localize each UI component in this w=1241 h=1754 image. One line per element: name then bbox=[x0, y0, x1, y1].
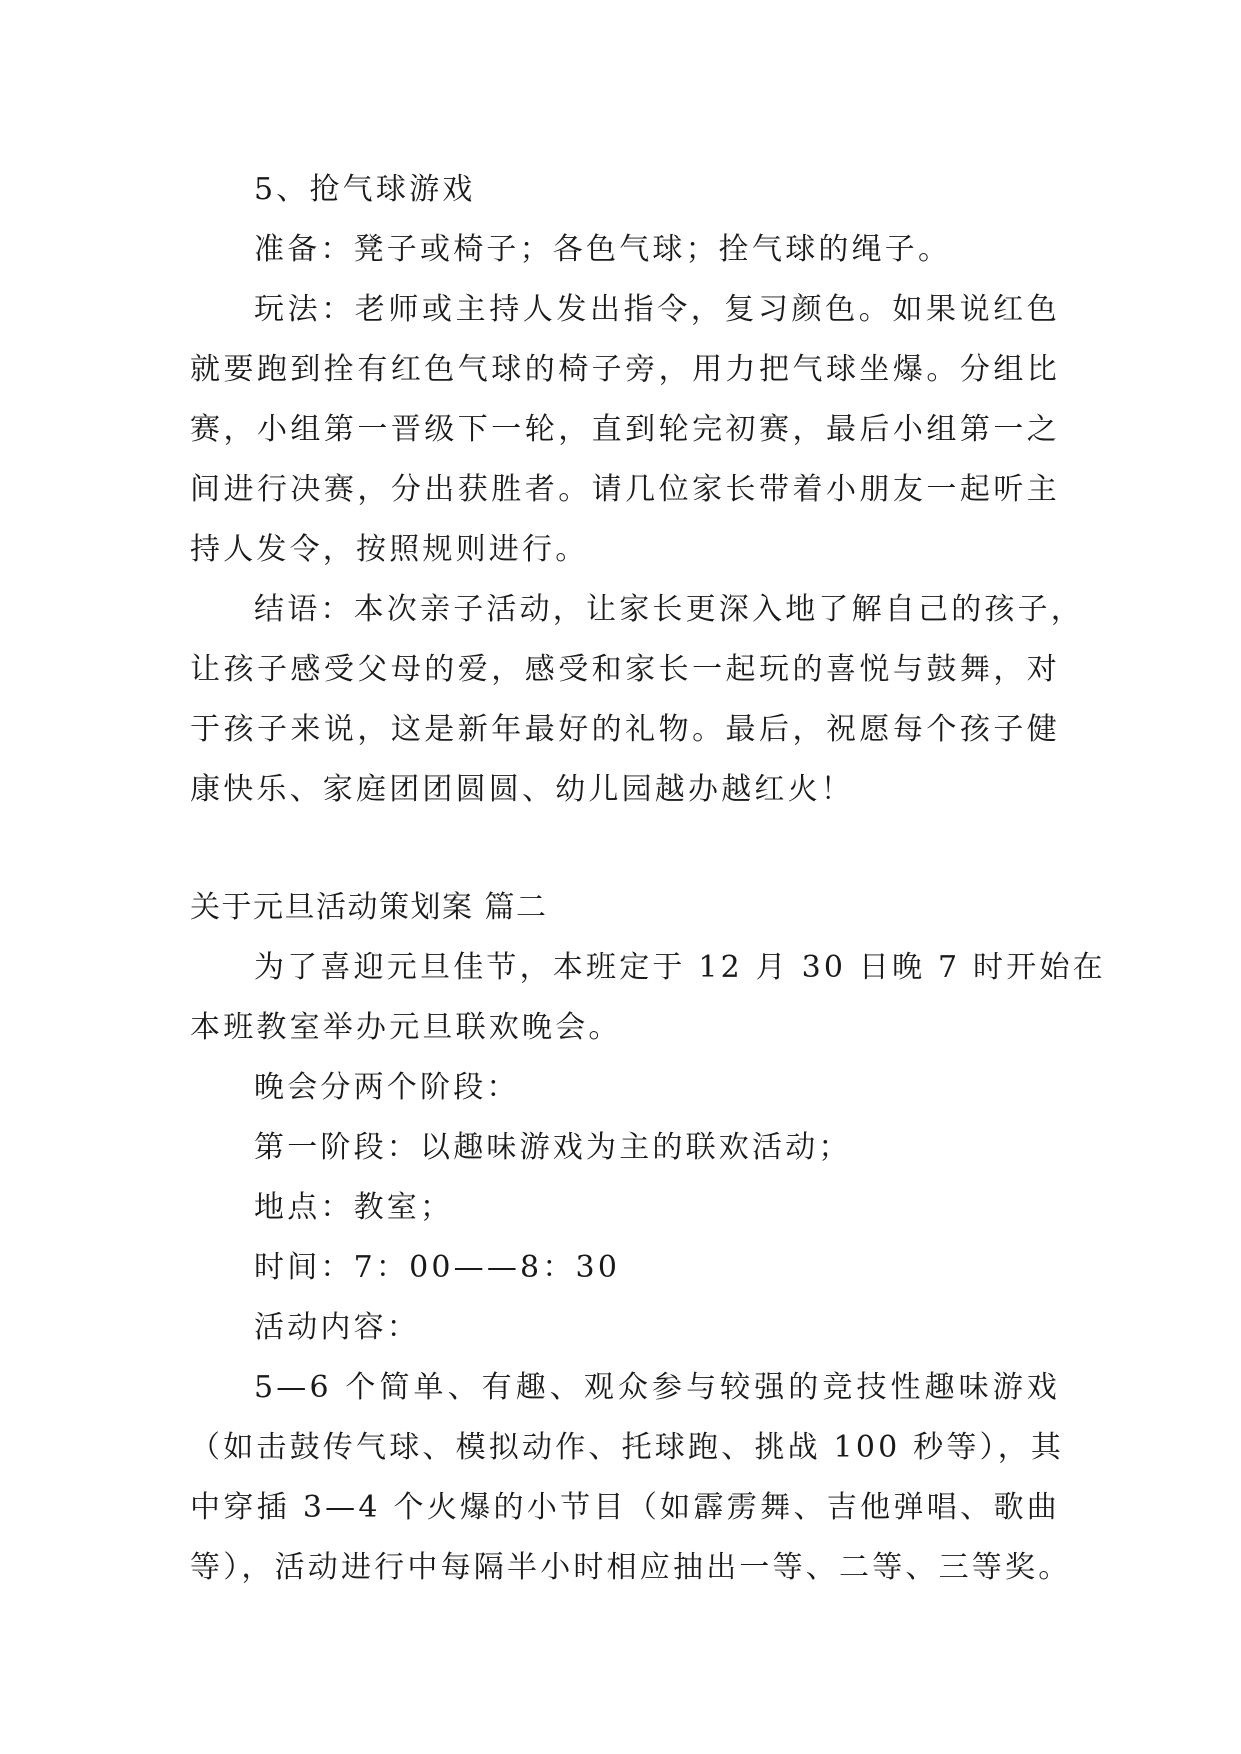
section-heading: 关于元旦活动策划案 篇二 bbox=[190, 890, 548, 925]
intro-line: 为了喜迎元旦佳节，本班定于 12 月 30 日晚 7 时开始在 bbox=[254, 950, 1106, 985]
game-rules-line: 就要跑到拴有红色气球的椅子旁，用力把气球坐爆。分组比 bbox=[190, 352, 1060, 387]
game-rules-line: 间进行决赛，分出获胜者。请几位家长带着小朋友一起听主 bbox=[190, 472, 1060, 507]
document-body bbox=[190, 160, 1106, 1598]
content-line: 5—6 个简单、有趣、观众参与较强的竞技性趣味游戏 bbox=[254, 1370, 1060, 1405]
time-line: 时间：7：00——8：30 bbox=[254, 1250, 621, 1285]
content-line: （如击鼓传气球、模拟动作、托球跑、挑战 100 秒等），其 bbox=[190, 1430, 1065, 1465]
game-preparation: 准备：凳子或椅子；各色气球；拴气球的绳子。 bbox=[254, 232, 952, 267]
content-label: 活动内容： bbox=[254, 1310, 420, 1345]
intro-line: 本班教室举办元旦联欢晚会。 bbox=[190, 1010, 622, 1045]
game-rules-line: 持人发令，按照规则进行。 bbox=[190, 532, 589, 567]
conclusion-line: 让孩子感受父母的爱，感受和家长一起玩的喜悦与鼓舞，对 bbox=[190, 652, 1060, 687]
game-title: 5、抢气球游戏 bbox=[254, 172, 476, 207]
content-line: 等），活动进行中每隔半小时相应抽出一等、二等、三等奖。 bbox=[190, 1550, 1072, 1585]
game-rules-line: 玩法：老师或主持人发出指令，复习颜色。如果说红色 bbox=[254, 292, 1060, 327]
location-line: 地点：教室； bbox=[254, 1190, 454, 1225]
conclusion-line: 于孩子来说，这是新年最好的礼物。最后，祝愿每个孩子健 bbox=[190, 712, 1060, 747]
conclusion-line: 康快乐、家庭团团圆圆、幼儿园越办越红火！ bbox=[190, 772, 854, 807]
game-rules-line: 赛，小组第一晋级下一轮，直到轮完初赛，最后小组第一之 bbox=[190, 412, 1060, 447]
stage-one-line: 第一阶段：以趣味游戏为主的联欢活动； bbox=[254, 1130, 852, 1165]
stages-line: 晚会分两个阶段： bbox=[254, 1070, 520, 1105]
conclusion-line: 结语：本次亲子活动，让家长更深入地了解自己的孩子， bbox=[254, 592, 1084, 627]
content-line: 中穿插 3—4 个火爆的小节目（如霹雳舞、吉他弹唱、歌曲 bbox=[190, 1490, 1060, 1525]
